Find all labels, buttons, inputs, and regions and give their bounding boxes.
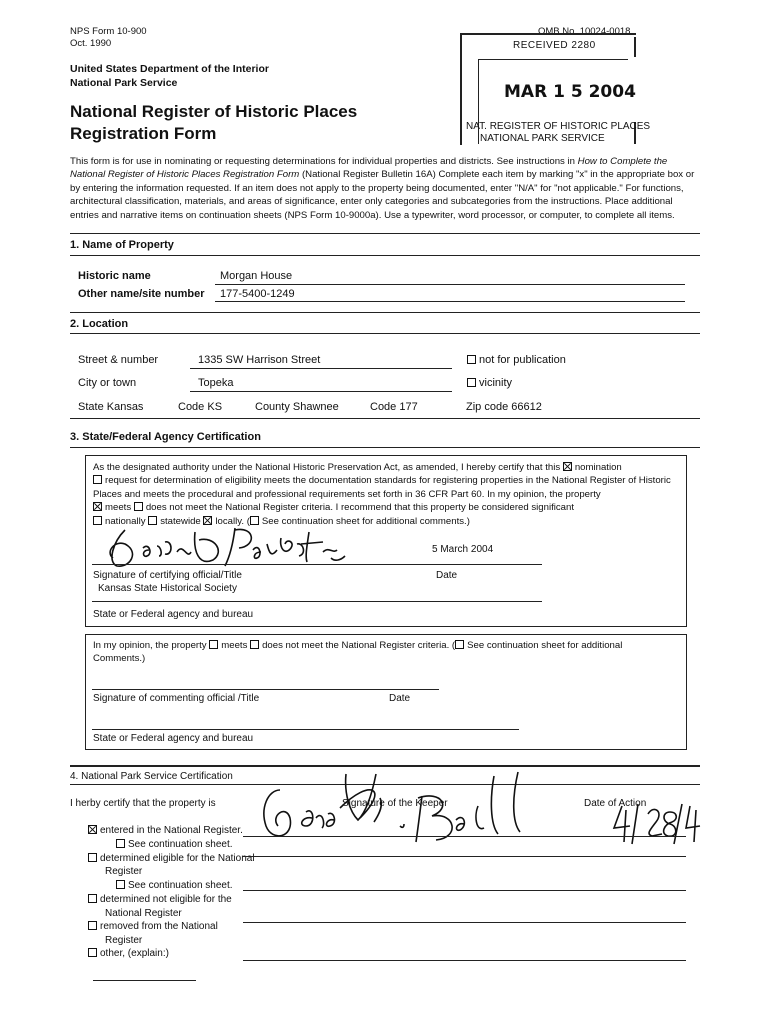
stamp-line1: NAT. REGISTER OF HISTORIC PLACES <box>466 121 651 132</box>
commenting-date-label: Date <box>389 693 411 704</box>
city-value[interactable]: Topeka <box>198 377 234 389</box>
commenting-statement: In my opinion, the property meets does not meet the National Register criteria. ( See continuation sheet for additional Comments.) <box>93 640 623 665</box>
eligible-continuation-checkbox[interactable] <box>116 880 125 889</box>
eligible-option[interactable]: determined eligible for the National <box>88 853 255 864</box>
opinion-does-not-meet-checkbox[interactable] <box>250 640 259 649</box>
opinion-meets-checkbox[interactable] <box>209 640 218 649</box>
other-name-value[interactable]: 177-5400-1249 <box>220 288 295 300</box>
stamp-date: MAR 1 5 2004 <box>504 82 636 102</box>
section-4-heading: 4. National Park Service Certification <box>70 771 233 782</box>
date-of-action-label: Date of Action <box>584 798 647 809</box>
certify-statement: I herby certify that the property is <box>70 798 216 809</box>
stamp-received: RECEIVED 2280 <box>513 40 596 51</box>
other-checkbox[interactable] <box>88 948 97 957</box>
opinion-continuation-checkbox[interactable] <box>455 640 464 649</box>
agency-label: State or Federal agency and bureau <box>93 609 254 620</box>
action-date-handwritten <box>608 796 704 848</box>
meets-checkbox[interactable] <box>93 502 102 511</box>
department: United States Department of the Interior <box>70 63 269 75</box>
instructions-reference: How to Complete the National Register of Historic Places Registration Form <box>70 156 668 181</box>
service: National Park Service <box>70 77 178 89</box>
zip-field[interactable]: Zip code 66612 <box>466 401 542 413</box>
received-stamp <box>458 27 651 149</box>
entered-checkbox[interactable] <box>88 825 97 834</box>
form-date: Oct. 1990 <box>70 38 112 49</box>
section-1-heading: 1. Name of Property <box>70 239 174 251</box>
certifying-signature-label: Signature of certifying official/Title <box>93 570 242 581</box>
keeper-signature <box>250 768 550 850</box>
stamp-line2: NATIONAL PARK SERVICE <box>480 133 605 144</box>
state-code-field[interactable]: Code KS <box>178 401 223 413</box>
page-title: National Register of Historic Places <box>70 102 358 121</box>
city-label: City or town <box>78 377 137 389</box>
street-value[interactable]: 1335 SW Harrison Street <box>198 354 321 366</box>
keeper-signature-label: Signature of the Keeper <box>342 798 448 809</box>
certification-date-value[interactable]: 5 March 2004 <box>432 544 494 555</box>
other-name-label: Other name/site number <box>78 288 205 300</box>
nomination-checkbox[interactable] <box>563 462 572 471</box>
agency-label-2: State or Federal agency and bureau <box>93 733 254 744</box>
certification-statement: As the designated authority under the National Historic Preservation Act, as amended, I hereby certify that this nomination request for determination of eligibility meets the documentation standards for registering properties in the National Register of Historic Places and meets the procedural and professional requirements set forth in 36 CFR Part 60. In my opinion, the property meets does not meet the National Register criteria. I recommend that this property be considered significant nationally statewide locally. ( See continuation sheet for additional comments.) <box>93 462 671 527</box>
removed-option-cont: Register <box>105 935 143 946</box>
commenting-signature-label: Signature of commenting official /Title <box>93 693 260 704</box>
section-2-heading: 2. Location <box>70 318 129 330</box>
eligible-option-cont: Register <box>105 866 143 877</box>
not-eligible-checkbox[interactable] <box>88 894 97 903</box>
form-number: NPS Form 10-900 <box>70 26 147 37</box>
county-code-field[interactable]: Code 177 <box>370 401 418 413</box>
vicinity[interactable]: vicinity <box>467 377 512 389</box>
certification-date-label: Date <box>436 570 458 581</box>
eligible-checkbox[interactable] <box>88 853 97 862</box>
does-not-meet-checkbox[interactable] <box>134 502 143 511</box>
entered-continuation-checkbox[interactable] <box>116 839 125 848</box>
removed-option[interactable]: removed from the National <box>88 921 218 932</box>
vicinity-checkbox[interactable] <box>467 378 476 387</box>
entered-continuation-option[interactable]: See continuation sheet. <box>116 839 233 850</box>
omb-number: OMB No. 10024-0018 <box>538 26 631 37</box>
form-instructions: This form is for use in nominating or requesting determinations for individual properties and districts. See instructions in How to Complete the National Register of Historic Places Registration Form (National Register Bulletin 16A) Complete each item by marking "x" in the appropriate box or by entering the information requested. If an item does not apply to the property being documented, enter "N/A" for "not applicable." For functions, architectural classification, materials, and areas of significance, enter only categories and subcategories from the instructions. Place additional entries and narrative items on continuation sheets (NPS Form 10-9000a). Use a typewriter, word processor, or computer, to complete all items. <box>70 156 695 221</box>
entered-option[interactable]: entered in the National Register. <box>88 825 243 836</box>
page-subtitle: Registration Form <box>70 124 217 143</box>
historic-name-value[interactable]: Morgan House <box>220 270 293 282</box>
eligibility-request-checkbox[interactable] <box>93 475 102 484</box>
other-option[interactable]: other, (explain:) <box>88 948 169 959</box>
agency-name[interactable]: Kansas State Historical Society <box>98 583 237 594</box>
removed-checkbox[interactable] <box>88 921 97 930</box>
not-eligible-option[interactable]: determined not eligible for the <box>88 894 232 905</box>
section-3-heading: 3. State/Federal Agency Certification <box>70 431 261 443</box>
not-for-publication[interactable]: not for publication <box>467 354 566 366</box>
historic-name-label: Historic name <box>78 270 151 282</box>
eligible-continuation-option[interactable]: See continuation sheet. <box>116 880 233 891</box>
not-eligible-option-cont: National Register <box>105 908 182 919</box>
county-field[interactable]: County Shawnee <box>255 401 339 413</box>
street-label: Street & number <box>78 354 159 366</box>
state-field[interactable]: State Kansas <box>78 401 144 413</box>
not-for-publication-checkbox[interactable] <box>467 355 476 364</box>
